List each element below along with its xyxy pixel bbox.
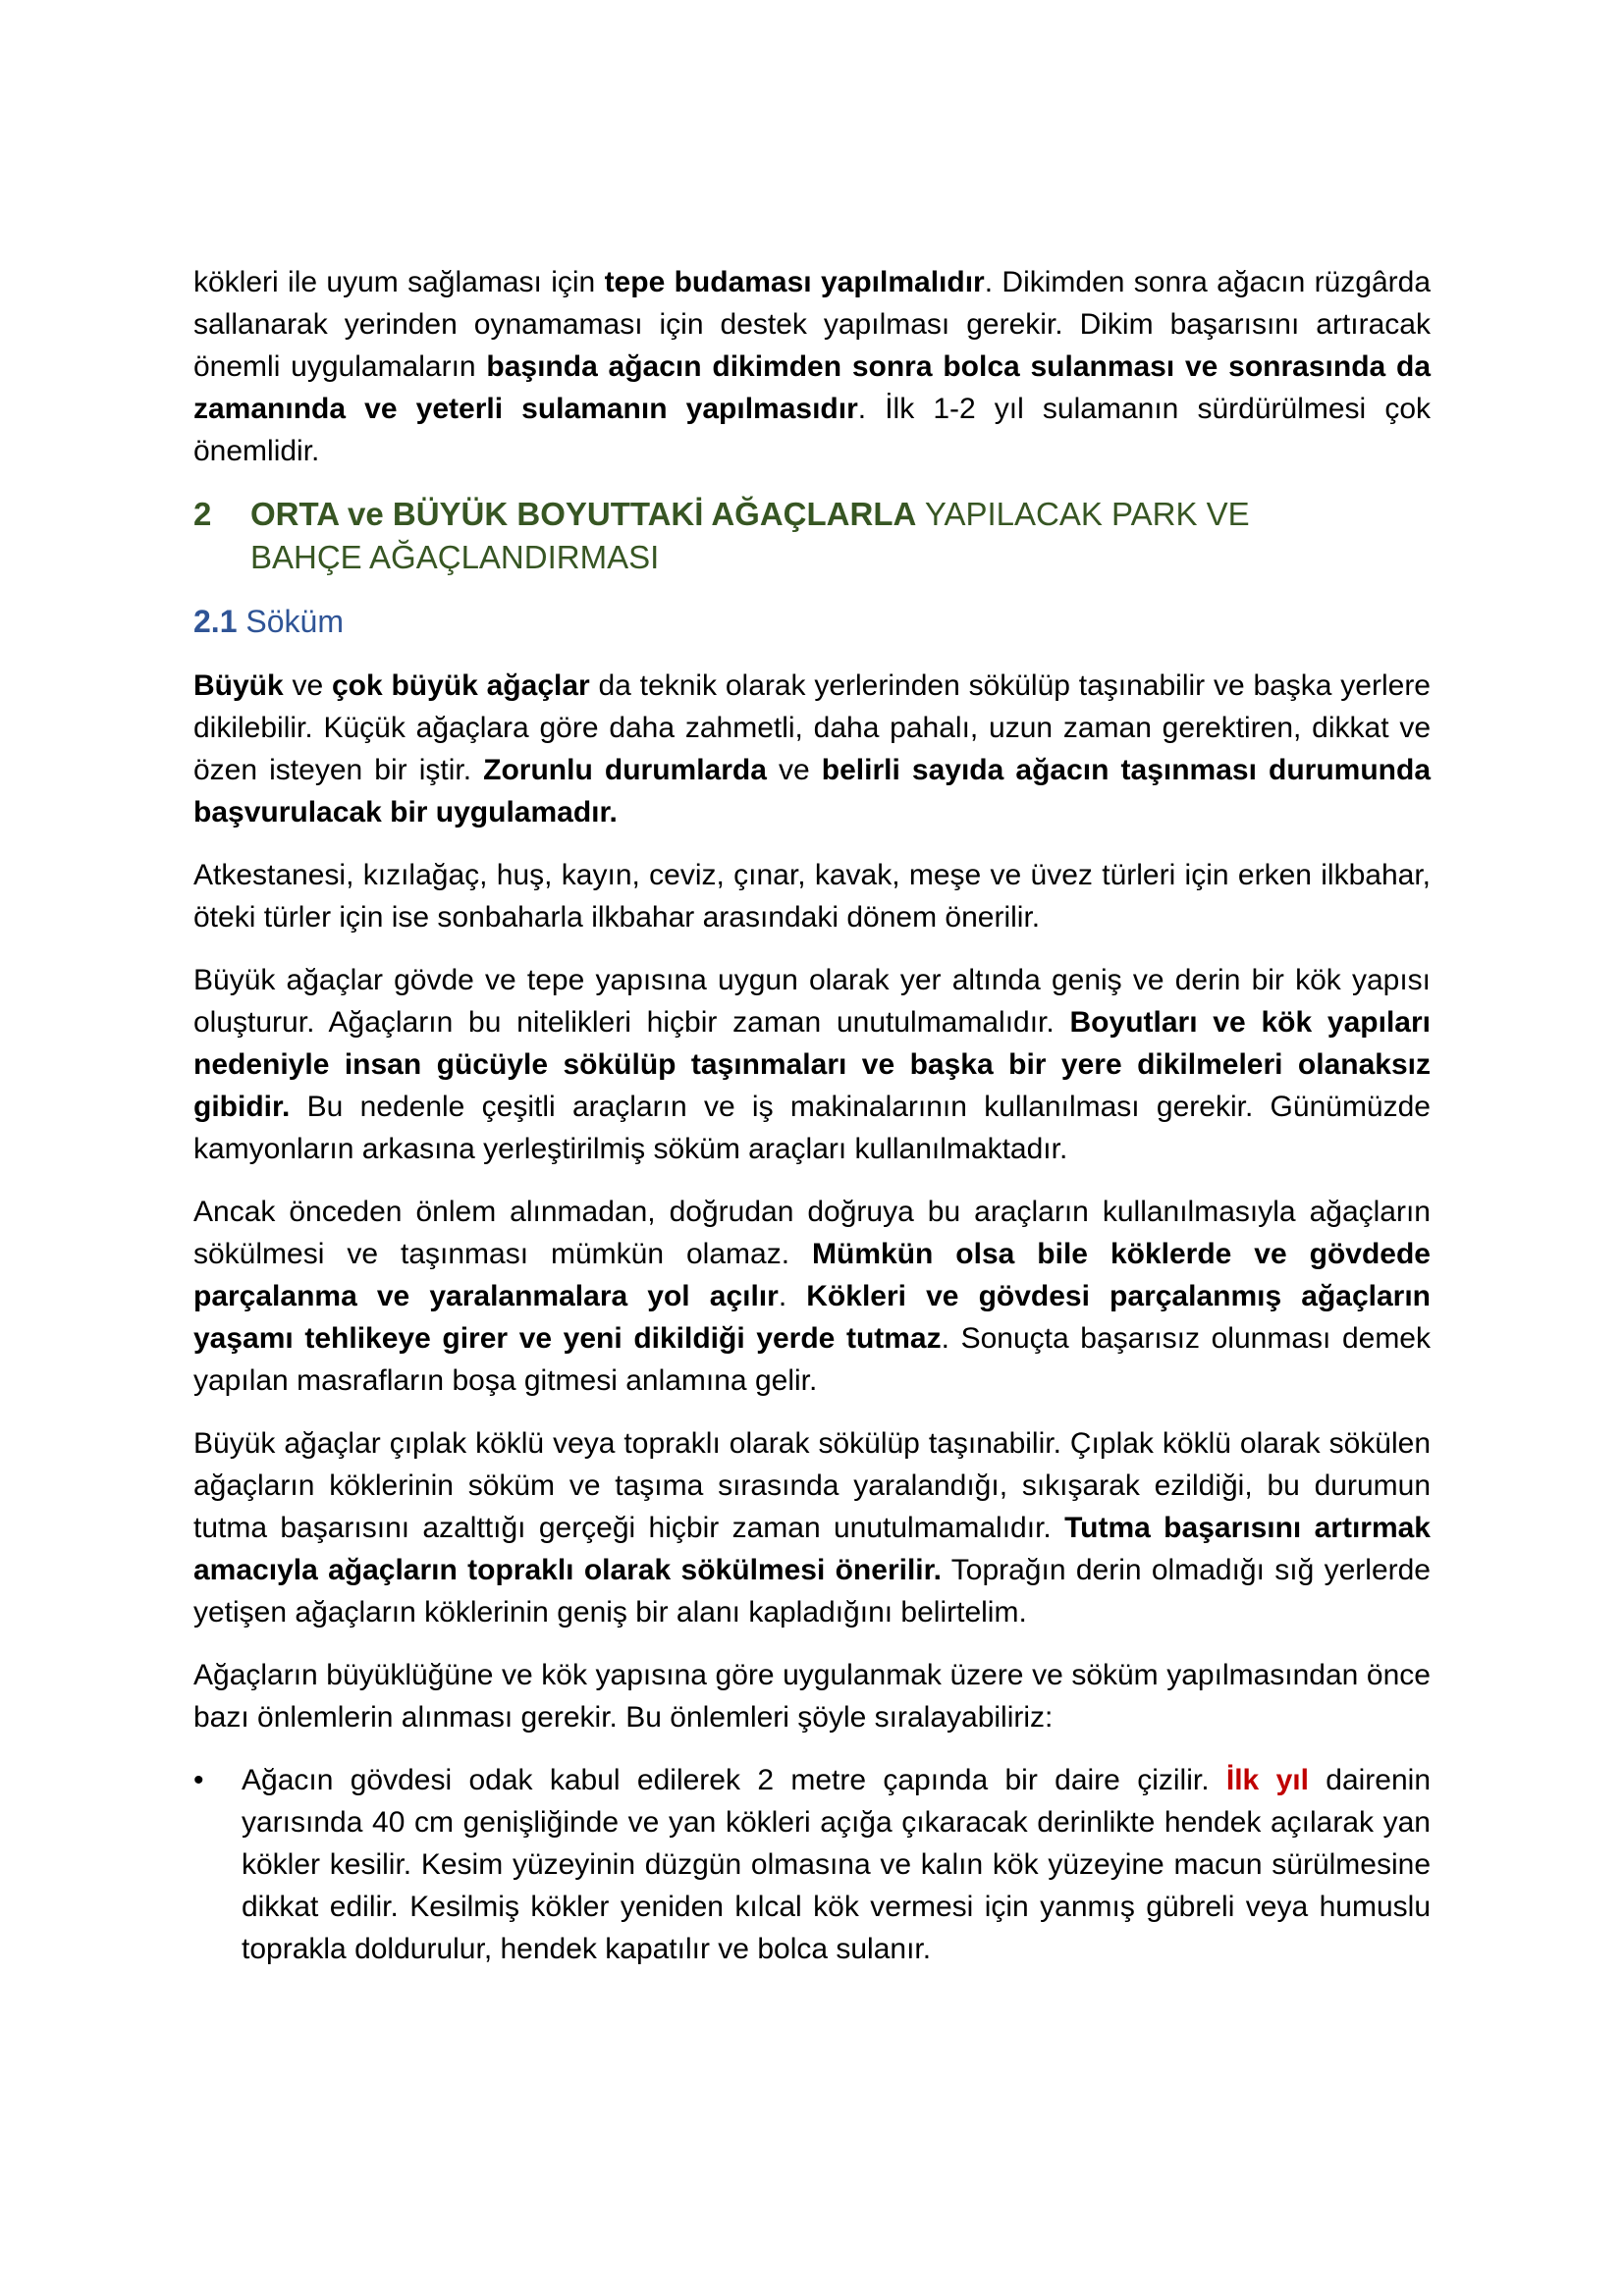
bullet-text: [242, 1759, 1431, 1970]
text-run: Büyük ağaçlar gövde ve tepe yapısına uygun olarak yer altında geniş ve derin bir kök yapısı oluşturur. Ağaçların bu nitelikleri hiçbir zaman unutulmamalıdır.: [193, 964, 1431, 1039]
text-run: Bu nedenle çeşitli araçların ve iş makinalarının kullanılması gerekir. Günümüzde kamyonların arkasına yerleştirilmiş söküm araçları kullanılmaktadır.: [193, 1091, 1431, 1165]
bullet-list-item: [193, 1759, 1431, 1970]
document-body: [193, 261, 1431, 1991]
text-run: ORTA ve BÜYÜK BOYUTTAKİ AĞAÇLARLA: [250, 496, 917, 532]
text-run: Zorunlu durumlarda: [483, 754, 767, 786]
paragraph: [193, 1422, 1431, 1633]
paragraph: [193, 665, 1431, 833]
text-run: ve: [766, 754, 822, 786]
text-run: İlk yıl: [1225, 1764, 1309, 1796]
text-run: Atkestanesi, kızılağaç, huş, kayın, ceviz, çınar, kavak, meşe ve üvez türleri için erken ilkbahar, öteki türler için ise sonbaharla ilkbahar arasındaki dönem önerilir.: [193, 859, 1431, 934]
text-run: . Dikimden sonra ağacın rüzgârda sallanarak yerinden oynamaması için destek yapılması gerekir. Dikim başarısını artıracak önemli uygulamaların: [193, 266, 1432, 383]
subsection-number: 2.1: [193, 604, 238, 639]
text-run: Tutma başarısını artırmak amacıyla ağaçların topraklı olarak sökülmesi önerilir.: [193, 1512, 1431, 1586]
text-run: . İlk 1-2 yıl sulamanın sürdürülmesi çok önemlidir.: [193, 393, 1432, 467]
text-run: Toprağın derin olmadığı sığ yerlerde yetişen ağaçların köklerinin geniş bir alanı kapladığını belirtelim.: [193, 1554, 1431, 1629]
text-run: dairenin yarısında 40 cm genişliğinde ve yan kökleri açığa çıkaracak derinlikte hendek açılarak yan kökler kesilir. Kesim yüzeyinin düzgün olmasına ve kalın kök yüzeyine macun sürülmesine dikkat edilir. Kesilmiş kökler yeniden kılcal kök vermesi için yanmış gübreli veya humuslu toprakla doldurulur, hendek kapatılır ve bolca sulanır.: [242, 1764, 1432, 1965]
subsection-heading: [193, 601, 1431, 643]
paragraph: [193, 261, 1431, 472]
text-run: Boyutları ve kök yapıları nedeniyle insan gücüyle sökülüp taşınmaları ve başka bir yere dikilmeleri olanaksız gibidir.: [193, 1006, 1431, 1123]
text-run: Mümkün olsa bile köklerde ve gövdede parçalanma ve yaralanmalara yol açılır: [193, 1238, 1431, 1312]
section-heading: [193, 493, 1431, 579]
text-run: belirli sayıda ağacın taşınması durumunda başvurulacak bir uygulamadır.: [193, 754, 1432, 828]
paragraph: [193, 959, 1431, 1170]
text-run: tepe budaması yapılmalıdır: [604, 266, 985, 298]
section-number: 2: [193, 496, 212, 532]
paragraph: [193, 854, 1431, 938]
text-run: Kökleri ve gövdesi parçalanmış ağaçların yaşamı tehlikeye girer ve yeni dikildiği yerde tutmaz: [193, 1280, 1432, 1355]
text-run: çok büyük ağaçlar: [331, 669, 590, 702]
text-run: . Sonuçta başarısız olunması demek yapılan masrafların boşa gitmesi anlamına gelir.: [193, 1322, 1431, 1397]
text-run: kökleri ile uyum sağlaması için: [193, 266, 605, 298]
text-run: Ancak önceden önlem alınmadan, doğrudan doğruya bu araçların kullanılmasıyla ağaçların sökülmesi ve taşınması mümkün olamaz.: [193, 1196, 1431, 1270]
text-run: Söküm: [245, 604, 344, 639]
text-run: Ağacın gövdesi odak kabul edilerek 2 metre çapında bir daire çizilir.: [242, 1764, 1226, 1796]
text-run: ve: [283, 669, 332, 702]
text-run: YAPILACAK PARK VE: [916, 496, 1250, 532]
text-run: .: [778, 1280, 807, 1312]
text-run: da teknik olarak yerlerinden sökülüp taşınabilir ve başka yerlere dikilebilir. Küçük ağaçlara göre daha zahmetli, daha pahalı, uzun zaman gerektiren, dikkat ve özen isteyen bir iştir.: [193, 669, 1431, 786]
text-run: BAHÇE AĞAÇLANDIRMASI: [250, 539, 660, 575]
paragraph: [193, 1191, 1431, 1402]
paragraph: [193, 1654, 1431, 1738]
text-run: Büyük: [193, 669, 284, 702]
text-run: başında ağacın dikimden sonra bolca sulanması ve sonrasında da zamanında ve yeterli sulamanın yapılmasıdır: [193, 350, 1431, 425]
section-heading-text: [250, 493, 1431, 579]
text-run: Büyük ağaçlar çıplak köklü veya topraklı olarak sökülüp taşınabilir. Çıplak köklü olarak sökülen ağaçların köklerinin söküm ve taşıma sırasında yaralandığı, sıkışarak ezildiği, bu durumun tutma başarısını azalttığı gerçeği hiçbir zaman unutulmamalıdır.: [193, 1427, 1431, 1544]
text-run: Ağaçların büyüklüğüne ve kök yapısına göre uygulanmak üzere ve söküm yapılmasından önce bazı önlemlerin alınması gerekir. Bu önlemleri şöyle sıralayabiliriz:: [193, 1659, 1431, 1734]
bullet-marker: •: [193, 1764, 204, 1796]
